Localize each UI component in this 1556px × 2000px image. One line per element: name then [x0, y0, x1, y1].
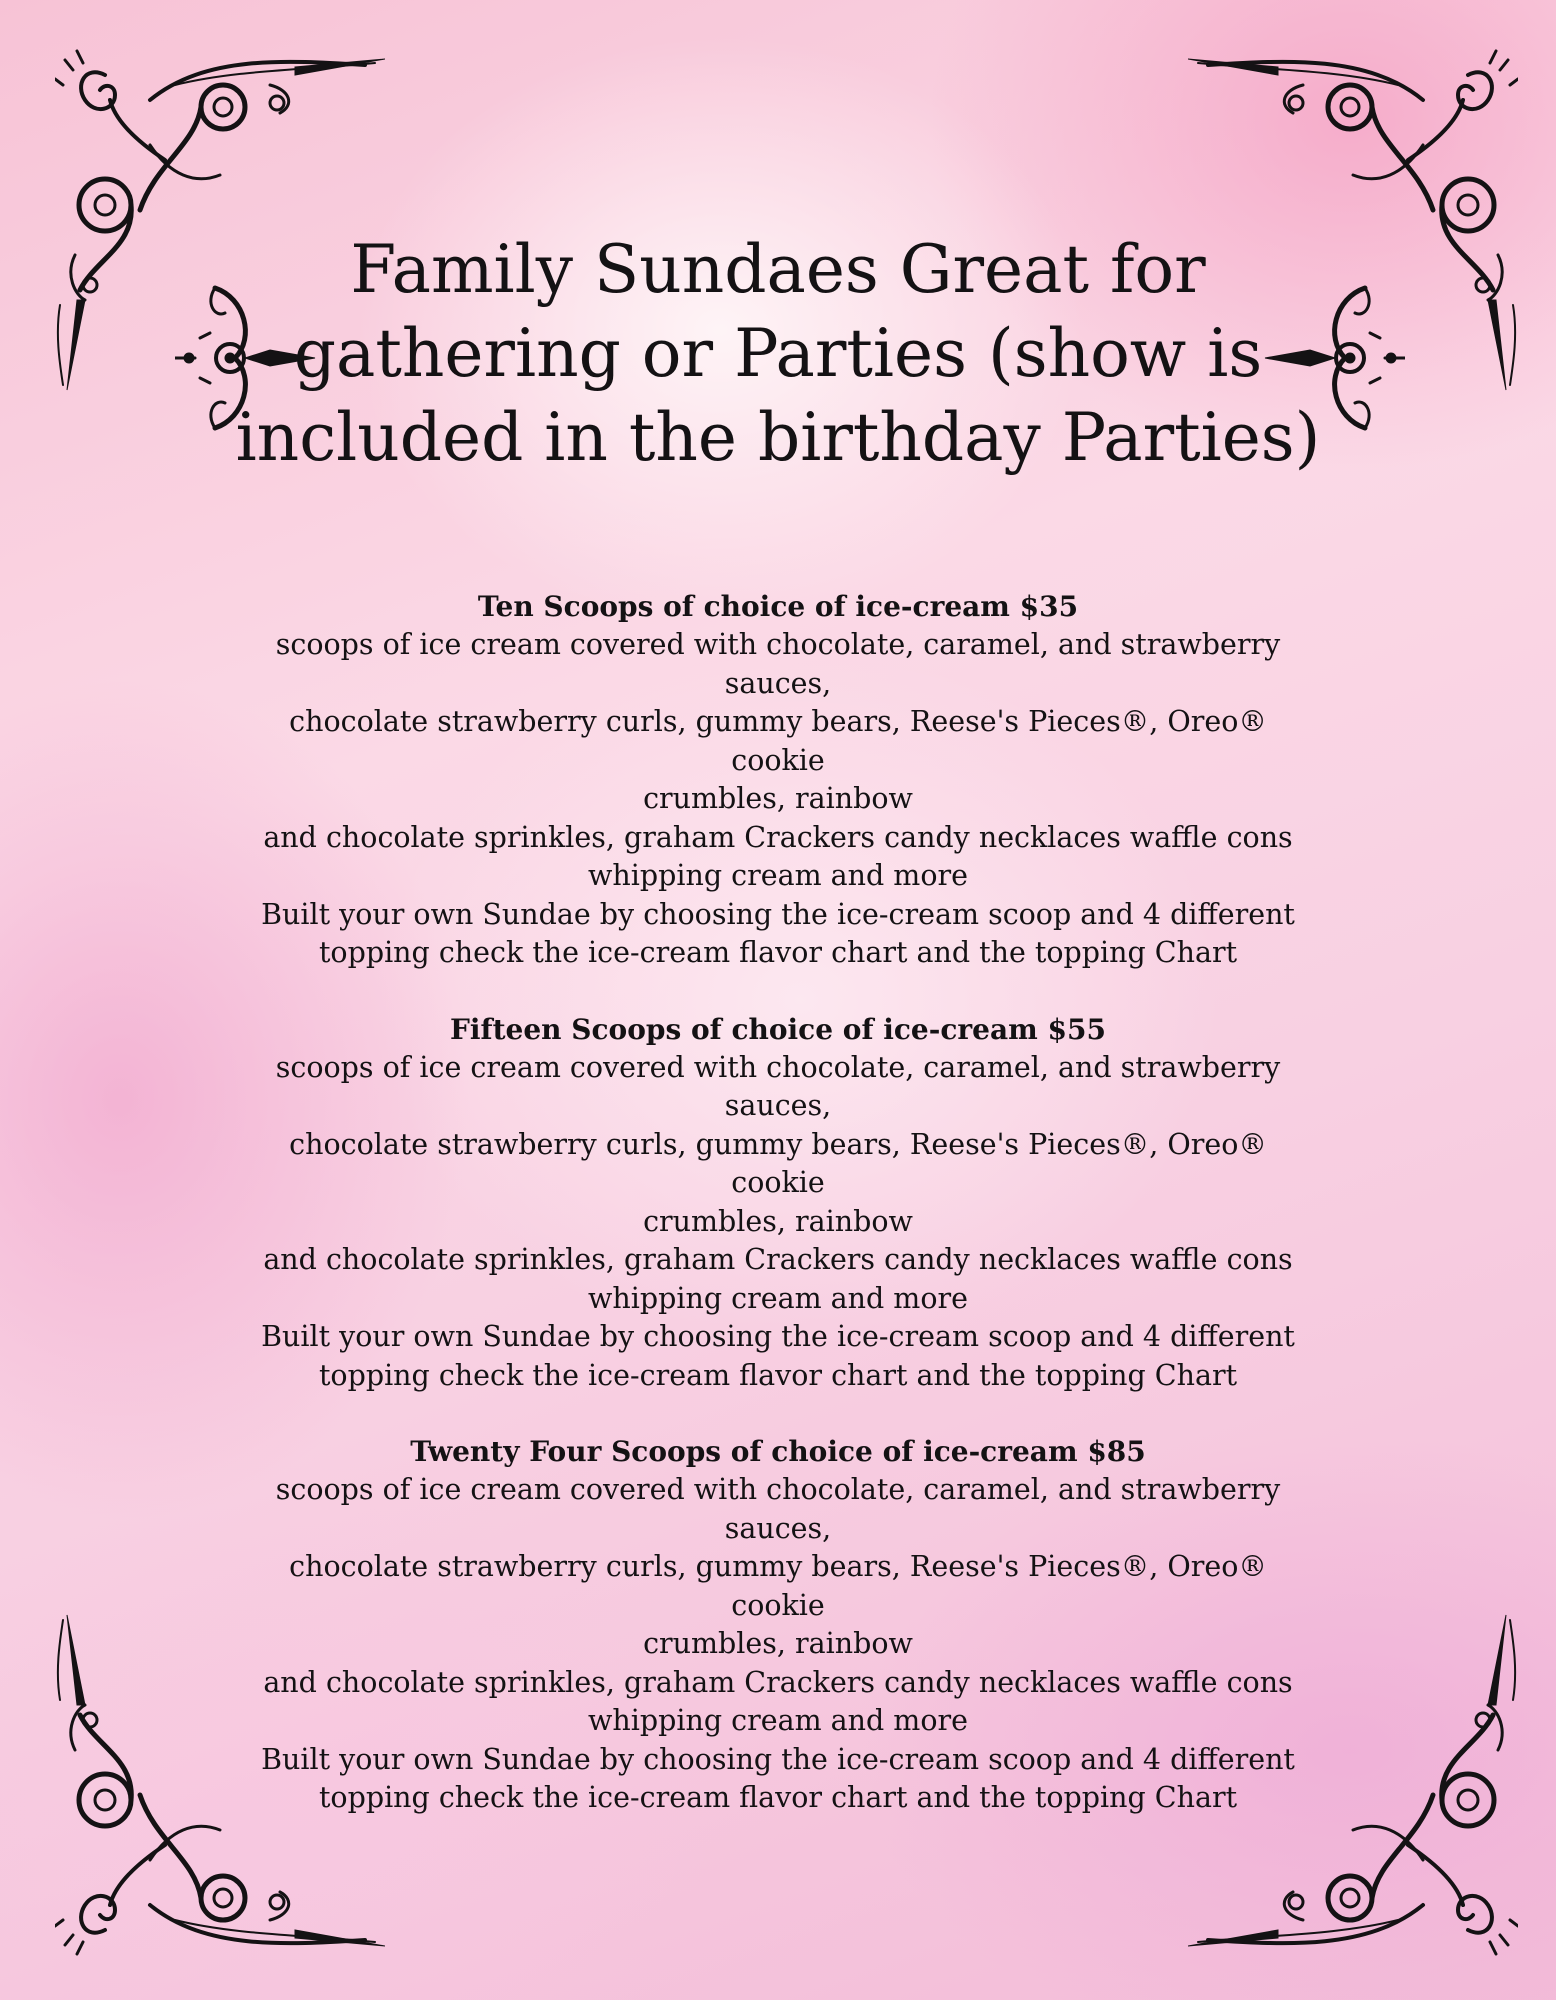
menu-item-description: scoops of ice cream covered with chocolate, caramel, and strawberry sauces, chocolate strawberry curls, gummy bears, Reese's Pieces®, Oreo® cookie crumbles, rainbow and chocolate sprinkles, graham Crackers candy necklaces waffle cons whipping cream and more Built your own Sundae by choosing the ice-cream scoop and 4 different topping check the ice-cream flavor chart and the topping Chart [261, 628, 1295, 969]
menu-item-title: Fifteen Scoops of choice of ice-cream $55 [450, 1012, 1106, 1046]
page-title: Family Sundaes Great for gathering or Parties (show is included in the birthday Parties) [235, 231, 1321, 476]
menu-list [248, 588, 1308, 1856]
menu-item-title: Twenty Four Scoops of choice of ice-cream $85 [410, 1435, 1146, 1468]
menu-item-description: scoops of ice cream covered with chocolate, caramel, and strawberry sauces, chocolate strawberry curls, gummy bears, Reese's Pieces®, Oreo® cookie crumbles, rainbow and chocolate sprinkles, graham Crackers candy necklaces waffle cons whipping cream and more Built your own Sundae by choosing the ice-cream scoop and 4 different topping check the ice-cream flavor chart and the topping Chart [261, 1050, 1295, 1392]
menu-item [248, 1433, 1308, 1818]
menu-item-description: scoops of ice cream covered with chocolate, caramel, and strawberry sauces, chocolate strawberry curls, gummy bears, Reese's Pieces®, Oreo® cookie crumbles, rainbow and chocolate sprinkles, graham Crackers candy necklaces waffle cons whipping cream and more Built your own Sundae by choosing the ice-cream scoop and 4 different topping check the ice-cream flavor chart and the topping Chart [261, 1473, 1295, 1814]
menu-item-title: Ten Scoops of choice of ice-cream $35 [477, 590, 1079, 623]
menu-item [248, 588, 1308, 973]
menu-item [248, 1011, 1308, 1396]
